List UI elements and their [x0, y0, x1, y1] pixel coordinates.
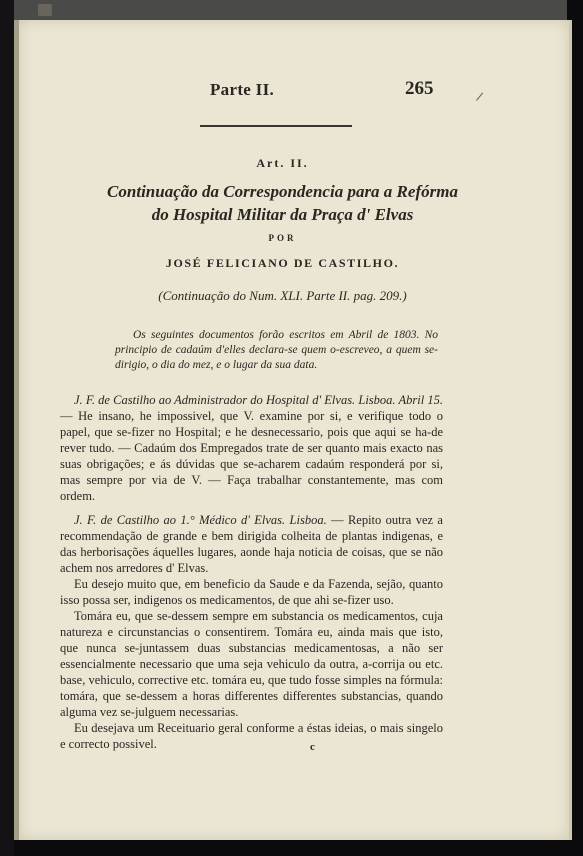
intro-text: Os seguintes documentos forão escritos em Abril de 1803. No principio de cadaúm d'elles declara-se quem o-escreveo, a quem se-dirigio, o dia do mez, e o lugar da sua data. [115, 329, 438, 371]
author-name: JOSÉ FELICIANO DE CASTILHO. [165, 256, 400, 270]
paragraph-3: Eu desejava um Receituario geral conforme a éstas ideias, o mais singelo e correcto possivel. [60, 721, 443, 751]
letter-1-text: — He insano, he impossivel, que V. examine por si, e verifique todo o papel, que se-fizer no Hospital; e he desnecessario, pois que aqui se ha-de rever tudo. — Cadaúm dos Empregados trate de ser quanto mais exacto nas suas obrigações; e ás dúvidas que se-acharem cadaúm responderá por si, mas sempre por via de V. — Faça trabalhar constantemente, mas com ordem. [60, 409, 443, 503]
paragraph-2: Tomára eu, que se-dessem sempre em substancia os medicamentos, cuja natureza e circunstancias o consentirem. Tomára eu, ainda mais que isto, que nunca se-juntassem duas substancias medicamentosas, a não ser essencialmente necessario que uma seja vehiculo da outra, a-corrija ou etc. base, vehiculo, corrective etc. tomára eu, que tudo fosse simples na fórmula: tomára, que se-dessem a horas differentes differentes substancias, quando alguma vez se-julguem necessarias. [60, 609, 443, 719]
letter-2 [60, 512, 443, 576]
continuation-note: (Continuação do Num. XLI. Parte II. pag. 209.) [158, 288, 407, 303]
letter-1 [60, 392, 443, 504]
letter-2-text: — Repito outra vez a recommendação de grande e bem dirigida colheita de plantas indigenas, e das herborisações áquelles lugares, aonde haja noticia de coisas, que se não achem nos arredores d' Elvas. [60, 513, 443, 575]
scan-top-edge [14, 0, 567, 22]
letter-1-heading: J. F. de Castilho ao Administrador do Hospital d' Elvas. Lisboa. Abril 15. [74, 393, 443, 407]
byline-por: POR [268, 233, 297, 243]
article-title [0, 180, 565, 226]
page-number: 265 [405, 78, 434, 99]
title-line-2: do Hospital Militar da Praça d' Elvas [151, 205, 414, 224]
letter-2-heading: J. F. de Castilho ao 1.° Médico d' Elvas. Lisboa. [74, 513, 327, 527]
scan-left-edge [0, 0, 14, 856]
body-text [60, 392, 443, 752]
paragraph-1: Eu desejo muito que, em beneficio da Saude e da Fazenda, sejão, quanto isso possa ser, indigenos os medicamentos, de que ahi se-fizer uso. [60, 577, 443, 607]
article-label: Art. II. [256, 156, 309, 170]
signature-mark: c [310, 741, 315, 753]
running-head: Parte II. [210, 80, 275, 99]
title-line-1: Continuação da Correspondencia para a Refórma [107, 182, 458, 201]
scan-tab [38, 4, 52, 16]
intro-note [115, 328, 438, 373]
header-rule [200, 125, 352, 127]
